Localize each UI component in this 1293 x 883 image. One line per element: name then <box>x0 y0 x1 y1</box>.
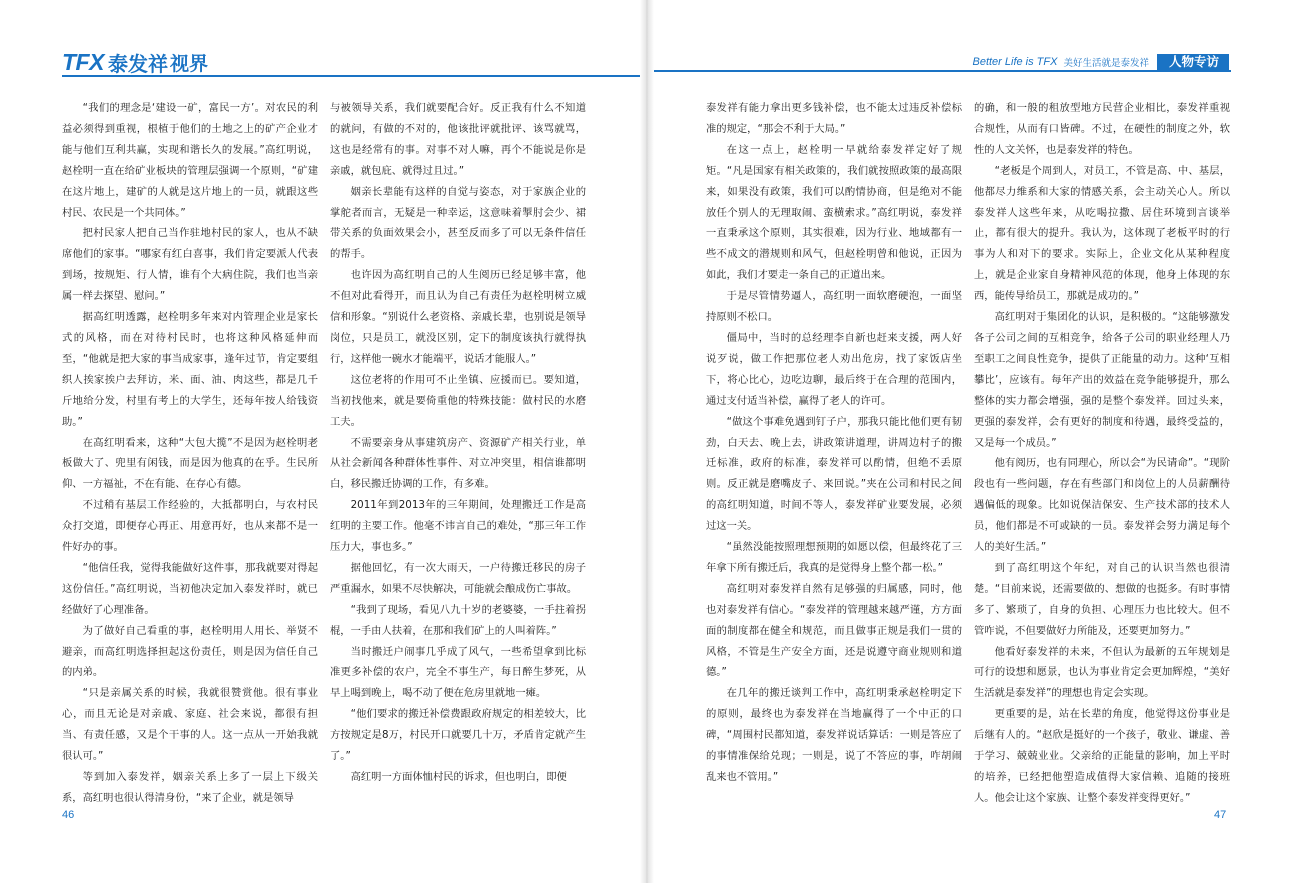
page-number-right: 47 <box>1214 809 1227 821</box>
logo-sub: 视界 <box>169 53 208 75</box>
paragraph: 于是尽管情势逼人，高红明一面软磨硬泡，一面坚持原则不松口。 <box>706 290 962 324</box>
paragraph: 在几年的搬迁谈判工作中，高红明秉承赵栓明定下的原则，最终也为泰发祥在当地赢得了一个中正的口碑，“周围村民都知道，泰发祥说话算话：一则是答应了的事情准保给兑现；一则是，说了不答应的事，咋胡闹乱来也不管用。” <box>706 687 962 783</box>
text-column-4 <box>974 98 1230 809</box>
running-header-right <box>972 54 1229 70</box>
paragraph: 姻亲长辈能有这样的自觉与姿态，对于家族企业的掌舵者而言，无疑是一种幸运，这意味着掣肘会少、裙带关系的负面效果会小，甚至反而多了可以无条件信任的帮手。 <box>330 185 586 261</box>
tagline-english: Better Life is TFX <box>972 56 1058 68</box>
paragraph: 与被领导关系，我们就要配合好。反正我有什么不知道的就问，有做的不对的，他该批评就批评、该骂就骂，这也是经常有的事。对事不对人嘛，再个不能说是你是亲戚，就包庇、就得过且过。” <box>330 102 586 177</box>
paragraph: 当时搬迁户闹事几乎成了风气，一些希望拿到比标准更多补偿的农户，完全不事生产，每日醉生梦死，从早上喝到晚上，喝不动了便在危房里就地一瘫。 <box>330 645 586 700</box>
paragraph: “我们的理念是‘建设一矿，富民一方’。对农民的利益必须得到重视，根植于他们的土地之上的矿产企业才能与他们互利共赢，实现和谐长久的发展。”高红明说，赵栓明一直在给矿业板块的管理层强调一个原则，“矿建在这片地上，建矿的人就是这片地上的一员，就跟这些村民、农民是一个共同体。” <box>62 102 318 219</box>
paragraph: 在这一点上，赵栓明一早就给泰发祥定好了规矩。“凡是国家有相关政策的，我们就按照政策的最高限来，如果没有政策，我们可以酌情协商，但是绝对不能放任个别人的无理取闹、蛮横索求。”高红明说，泰发祥一直秉承这个原则，其实很难，因为行业、地域都有一些不成文的潜规则和风气，但赵栓明曾和他说，正因为如此，我们才要走一条自己的正道出来。 <box>706 143 962 282</box>
text-column-1 <box>62 98 318 809</box>
paragraph: “虽然没能按照理想预期的如愿以偿，但最终花了三年拿下所有搬迁后，我真的是觉得身上整个都一松。” <box>706 541 962 574</box>
logo-latin: TFX <box>62 48 104 75</box>
section-label: 人物专访 <box>1157 54 1229 70</box>
paragraph: 不过稍有基层工作经验的，大抵都明白，与农村民众打交道，即便存心再正、用意再好，也从来都不是一件好办的事。 <box>62 499 318 554</box>
page-spine <box>640 0 654 883</box>
text-column-3 <box>706 98 962 788</box>
magazine-logo <box>62 50 208 74</box>
paragraph: 到了高红明这个年纪，对自己的认识当然也很清楚。“目前来说，还需要做的、想做的也挺多。有时事情多了、繁琐了，自身的负担、心理压力也比较大。但不管咋说，不但要做好力所能及，还要更加努力。” <box>974 561 1230 637</box>
paragraph: 泰发祥有能力拿出更多钱补偿，也不能太过违反补偿标准的规定，“那会不利于大局。” <box>706 102 962 135</box>
paragraph: 高红明对泰发祥自然有足够强的归属感，同时，他也对泰发祥有信心。“泰发祥的管理越来越严谨，方方面面的制度都在健全和规范，而且做事正规是我们一贯的风格，不管是生产安全方面，还是说遵守商业规则和道德。” <box>706 582 962 679</box>
paragraph: “他们要求的搬迁补偿费跟政府规定的相差较大，比方按规定是8万，村民开口就要几十万，矛盾肯定就产生了。” <box>330 708 586 763</box>
text-column-2 <box>330 98 586 788</box>
paragraph: 据他回忆，有一次大雨天，一户待搬迁移民的房子严重漏水，如果不尽快解决，可能就会酿成伤亡事故。 <box>330 561 586 595</box>
paragraph: 也许因为高红明自己的人生阅历已经足够丰富，他不但对此看得开，而且认为自己有责任为赵栓明树立威信和形象。“别说什么老资格、亲戚长辈，也别说是领导岗位，只是员工，就没区别，定下的制度该执行就得执行，这样他一碗水才能端平，说话才能服人。” <box>330 269 586 365</box>
header-rule-left <box>62 75 640 77</box>
paragraph: “我到了现场，看见八九十岁的老婆婆，一手拄着拐棍，一手由人扶着，在那和我们矿上的人叫着阵。” <box>330 603 586 637</box>
paragraph: 高红明对于集团化的认识，是积极的。“这能够激发各子公司之间的互相竞争，给各子公司的职业经理人乃至职工之间良性竞争，提供了正能量的动力。这种‘互相攀比’，应该有。每年产出的效益在竞争能够提升，那么整体的实力都会增强，强的是整个泰发祥。回过头来，更强的泰发祥，会有更好的制度和待遇，最终受益的，又是每一个成员。” <box>974 311 1230 449</box>
paragraph: 他看好泰发祥的未来，不但认为最新的五年规划是可行的设想和愿景，也认为事业肯定会更加辉煌，“美好生活就是泰发祥”的理想也肯定会实现。 <box>974 645 1230 700</box>
paragraph: “老板是个周到人，对员工，不管是高、中、基层，他都尽力维系和大家的情感关系，会主动关心人。所以泰发祥人这些年来，从吃喝拉撒、居住环境到言谈举止，都有很大的提升。我认为，这体现了老板平时的行事为人和对下的要求。实际上，企业文化从某种程度上，就是企业家自身精神风范的体现，他身上体现的东西，能传导给员工，那就是成功的。” <box>974 164 1230 303</box>
page-number-left: 46 <box>62 809 75 821</box>
paragraph: 等到加入泰发祥，姻亲关系上多了一层上下级关系，高红明也很认得清身份，“来了企业，就是领导 <box>62 771 318 804</box>
paragraph: 这位老将的作用可不止坐镇、应援而已。要知道，当初找他来，就是要倚重他的特殊技能：做村民的水磨工夫。 <box>330 373 586 428</box>
header-rule-right <box>654 70 1231 72</box>
paragraph: 2011年到2013年的三年期间，处理搬迁工作是高红明的主要工作。他毫不讳言自己的难处，“那三年工作压力大，事也多。” <box>330 499 586 554</box>
paragraph: 把村民家人把自己当作驻地村民的家人，也从不缺席他们的家事。“哪家有红白喜事，我们肯定要派人代表到场，按规矩、行人情，谁有个大病住院，我们也当亲属一样去探望、慰问。” <box>62 227 318 303</box>
tagline-chinese: 美好生活就是泰发祥 <box>1063 58 1149 69</box>
paragraph: 在高红明看来，这种“大包大揽”不是因为赵栓明老板做大了、兜里有闲钱，而是因为他真的在乎。生民所仰、一方福祉，不在有能、在存心有德。 <box>62 436 318 491</box>
paragraph: 高红明一方面体恤村民的诉求，但也明白，即便 <box>350 771 567 783</box>
paragraph: 更重要的是，站在长辈的角度，他觉得这份事业是后继有人的。“赵欣是挺好的一个孩子，敬业、谦虚、善于学习、兢兢业业。父亲给的正能量的影响，加上平时的培养，已经把他塑造成值得大家信赖、追随的接班人。他会让这个家族、让整个泰发祥变得更好。” <box>974 708 1230 804</box>
paragraph: 不需要亲身从事建筑房产、资源矿产相关行业，单从社会新闻各种群体性事件、对立冲突里，相信谁都明白，移民搬迁协调的工作，有多难。 <box>330 436 586 491</box>
paragraph: “只是亲属关系的时候，我就很赞赏他。很有事业心，而且无论是对亲戚、家庭、社会来说，都很有担当、有责任感，又是个干事的人。这一点从一开始我就很认可。” <box>62 687 318 763</box>
paragraph: 据高红明透露，赵栓明多年来对内管理企业是家长式的风格，而在对待村民时，也将这种风格延伸而至，“他就是把大家的事当成家事，逢年过节，肯定要组织人挨家挨户去拜访，米、面、油、肉这些，都是几千斤地给分发，村里有考上的大学生，还每年按人给钱资助。” <box>62 311 318 428</box>
paragraph: 僵局中，当时的总经理李自新也赶来支援，两人好说歹说，做工作把那位老人劝出危房，找了家饭店坐下，将心比心，边吃边聊，最后终于在合理的范围内，通过支付适当补偿，赢得了老人的许可。 <box>706 331 962 407</box>
paragraph: “做这个事难免遇到钉子户，那我只能比他们更有韧劲，白天去、晚上去，讲政策讲道理，讲周边村子的搬迁标准，政府的标准，泰发祥可以酌情，但绝不丢原则。反正就是磨嘴皮子、来回说。”夹在公司和村民之间的高红明知道，时间不等人，泰发祥矿业要发展，必须过这一关。 <box>706 415 962 533</box>
paragraph: 为了做好自己看重的事，赵栓明用人用长、举贤不避亲，而高红明选择担起这份责任，则是因为信任自己的内弟。 <box>62 624 318 679</box>
paragraph: 他有阅历，也有同理心，所以会“为民请命”。“现阶段也有一些问题，存在有些部门和岗位上的人员薪酬待遇偏低的现象。比如说保洁保安、生产技术部的技术人员，他们都是不可或缺的一员。泰发祥会努力满足每个人的美好生活。” <box>974 457 1230 554</box>
paragraph: 的确，和一般的租放型地方民营企业相比，泰发祥重视合规性，从而有口皆碑。不过，在硬性的制度之外，软性的人文关怀，也是泰发祥的特色。 <box>974 102 1230 156</box>
paragraph: “他信任我，觉得我能做好这件事，那我就要对得起这份信任。”高红明说，当初他决定加入泰发祥时，就已经做好了心理准备。 <box>62 561 318 616</box>
logo-brand: 泰发祥 <box>107 53 168 76</box>
